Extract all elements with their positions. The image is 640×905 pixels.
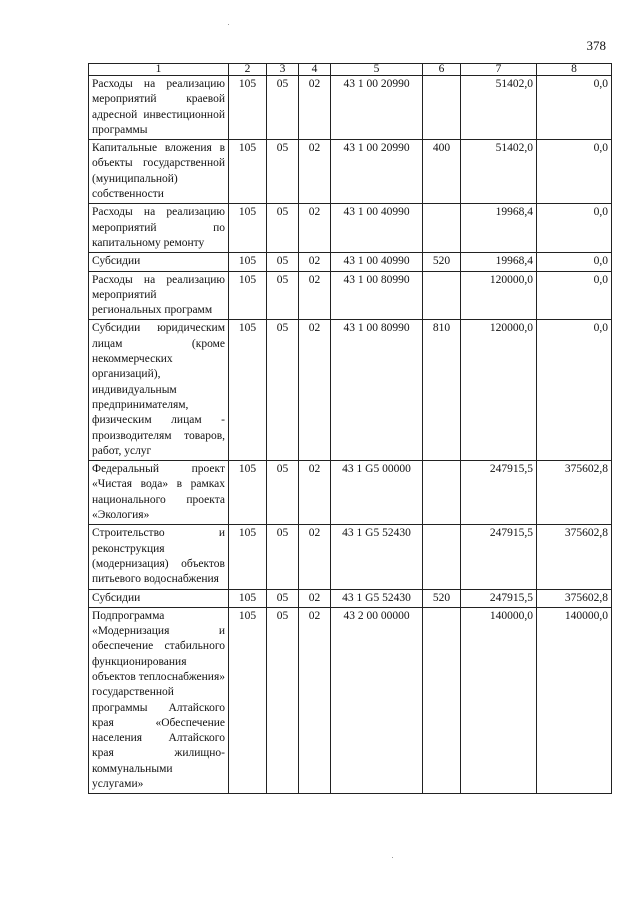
amount-year1-cell: 247915,5 <box>461 461 537 525</box>
expense-type-cell <box>423 607 461 794</box>
row-name-cell: Субсидии <box>89 253 229 271</box>
column-header: 8 <box>537 64 612 76</box>
row-name-cell: Строительство и реконструкция (модернизация) объектов питьевого водоснабжения <box>89 525 229 589</box>
column-header: 1 <box>89 64 229 76</box>
subsection-code-cell: 05 <box>267 76 299 140</box>
subsection2-code-cell: 02 <box>299 204 331 253</box>
section-code-cell: 105 <box>229 140 267 204</box>
scan-speck <box>392 857 393 858</box>
amount-year2-cell: 0,0 <box>537 76 612 140</box>
row-name-cell: Расходы на реализацию мероприятий региональных программ <box>89 271 229 320</box>
target-article-cell: 43 1 00 80990 <box>331 271 423 320</box>
table-row <box>89 76 612 140</box>
amount-year1-cell: 120000,0 <box>461 271 537 320</box>
amount-year1-cell: 51402,0 <box>461 76 537 140</box>
subsection-code-cell: 05 <box>267 320 299 461</box>
target-article-cell: 43 1 00 80990 <box>331 320 423 461</box>
table-row <box>89 525 612 589</box>
target-article-cell: 43 1 00 20990 <box>331 76 423 140</box>
subsection2-code-cell: 02 <box>299 589 331 607</box>
expense-type-cell: 400 <box>423 140 461 204</box>
amount-year2-cell: 0,0 <box>537 320 612 461</box>
section-code-cell: 105 <box>229 76 267 140</box>
budget-table <box>88 63 612 794</box>
row-name-cell: Подпрограмма «Модернизация и обеспечение стабильного функционирования объектов теплоснабжения» государственной программы Алтайского края «Обеспечение населения Алтайского края жилищно-коммунальными услугами» <box>89 607 229 794</box>
column-header: 3 <box>267 64 299 76</box>
target-article-cell: 43 1 G5 52430 <box>331 589 423 607</box>
amount-year1-cell: 19968,4 <box>461 253 537 271</box>
row-name-cell: Расходы на реализацию мероприятий краевой адресной инвестиционной программы <box>89 76 229 140</box>
expense-type-cell <box>423 271 461 320</box>
amount-year1-cell: 51402,0 <box>461 140 537 204</box>
section-code-cell: 105 <box>229 320 267 461</box>
subsection-code-cell: 05 <box>267 204 299 253</box>
section-code-cell: 105 <box>229 607 267 794</box>
row-name-cell: Субсидии юридическим лицам (кроме некоммерческих организаций), индивидуальным предпринимателям, физическим лицам - производителям товаров, работ, услуг <box>89 320 229 461</box>
column-header: 6 <box>423 64 461 76</box>
target-article-cell: 43 1 G5 00000 <box>331 461 423 525</box>
section-code-cell: 105 <box>229 204 267 253</box>
table-row <box>89 589 612 607</box>
target-article-cell: 43 1 00 20990 <box>331 140 423 204</box>
amount-year2-cell: 0,0 <box>537 204 612 253</box>
column-header: 2 <box>229 64 267 76</box>
column-header: 5 <box>331 64 423 76</box>
table-row <box>89 140 612 204</box>
expense-type-cell: 520 <box>423 253 461 271</box>
amount-year2-cell: 0,0 <box>537 271 612 320</box>
target-article-cell: 43 1 G5 52430 <box>331 525 423 589</box>
section-code-cell: 105 <box>229 589 267 607</box>
amount-year2-cell: 375602,8 <box>537 461 612 525</box>
subsection-code-cell: 05 <box>267 589 299 607</box>
expense-type-cell <box>423 76 461 140</box>
amount-year1-cell: 19968,4 <box>461 204 537 253</box>
amount-year2-cell: 375602,8 <box>537 525 612 589</box>
expense-type-cell <box>423 525 461 589</box>
amount-year1-cell: 120000,0 <box>461 320 537 461</box>
subsection2-code-cell: 02 <box>299 253 331 271</box>
amount-year1-cell: 140000,0 <box>461 607 537 794</box>
subsection-code-cell: 05 <box>267 271 299 320</box>
page-number: 378 <box>586 38 606 53</box>
scan-speck <box>228 24 229 25</box>
expense-type-cell <box>423 461 461 525</box>
amount-year2-cell: 375602,8 <box>537 589 612 607</box>
subsection-code-cell: 05 <box>267 461 299 525</box>
section-code-cell: 105 <box>229 253 267 271</box>
row-name-cell: Капитальные вложения в объекты государственной (муниципальной) собственности <box>89 140 229 204</box>
subsection-code-cell: 05 <box>267 253 299 271</box>
amount-year2-cell: 140000,0 <box>537 607 612 794</box>
subsection-code-cell: 05 <box>267 140 299 204</box>
row-name-cell: Федеральный проект «Чистая вода» в рамках национального проекта «Экология» <box>89 461 229 525</box>
target-article-cell: 43 2 00 00000 <box>331 607 423 794</box>
table-row <box>89 253 612 271</box>
table-header-row <box>89 64 612 76</box>
amount-year2-cell: 0,0 <box>537 140 612 204</box>
table-row <box>89 461 612 525</box>
subsection-code-cell: 05 <box>267 525 299 589</box>
table-row <box>89 271 612 320</box>
subsection2-code-cell: 02 <box>299 525 331 589</box>
subsection-code-cell: 05 <box>267 607 299 794</box>
section-code-cell: 105 <box>229 461 267 525</box>
subsection2-code-cell: 02 <box>299 140 331 204</box>
expense-type-cell: 810 <box>423 320 461 461</box>
table-row <box>89 320 612 461</box>
subsection2-code-cell: 02 <box>299 271 331 320</box>
section-code-cell: 105 <box>229 271 267 320</box>
subsection2-code-cell: 02 <box>299 607 331 794</box>
table-row <box>89 204 612 253</box>
target-article-cell: 43 1 00 40990 <box>331 253 423 271</box>
subsection2-code-cell: 02 <box>299 461 331 525</box>
table-row <box>89 607 612 794</box>
subsection2-code-cell: 02 <box>299 76 331 140</box>
amount-year2-cell: 0,0 <box>537 253 612 271</box>
column-header: 7 <box>461 64 537 76</box>
expense-type-cell <box>423 204 461 253</box>
target-article-cell: 43 1 00 40990 <box>331 204 423 253</box>
section-code-cell: 105 <box>229 525 267 589</box>
amount-year1-cell: 247915,5 <box>461 589 537 607</box>
amount-year1-cell: 247915,5 <box>461 525 537 589</box>
column-header: 4 <box>299 64 331 76</box>
row-name-cell: Расходы на реализацию мероприятий по капитальному ремонту <box>89 204 229 253</box>
subsection2-code-cell: 02 <box>299 320 331 461</box>
row-name-cell: Субсидии <box>89 589 229 607</box>
expense-type-cell: 520 <box>423 589 461 607</box>
